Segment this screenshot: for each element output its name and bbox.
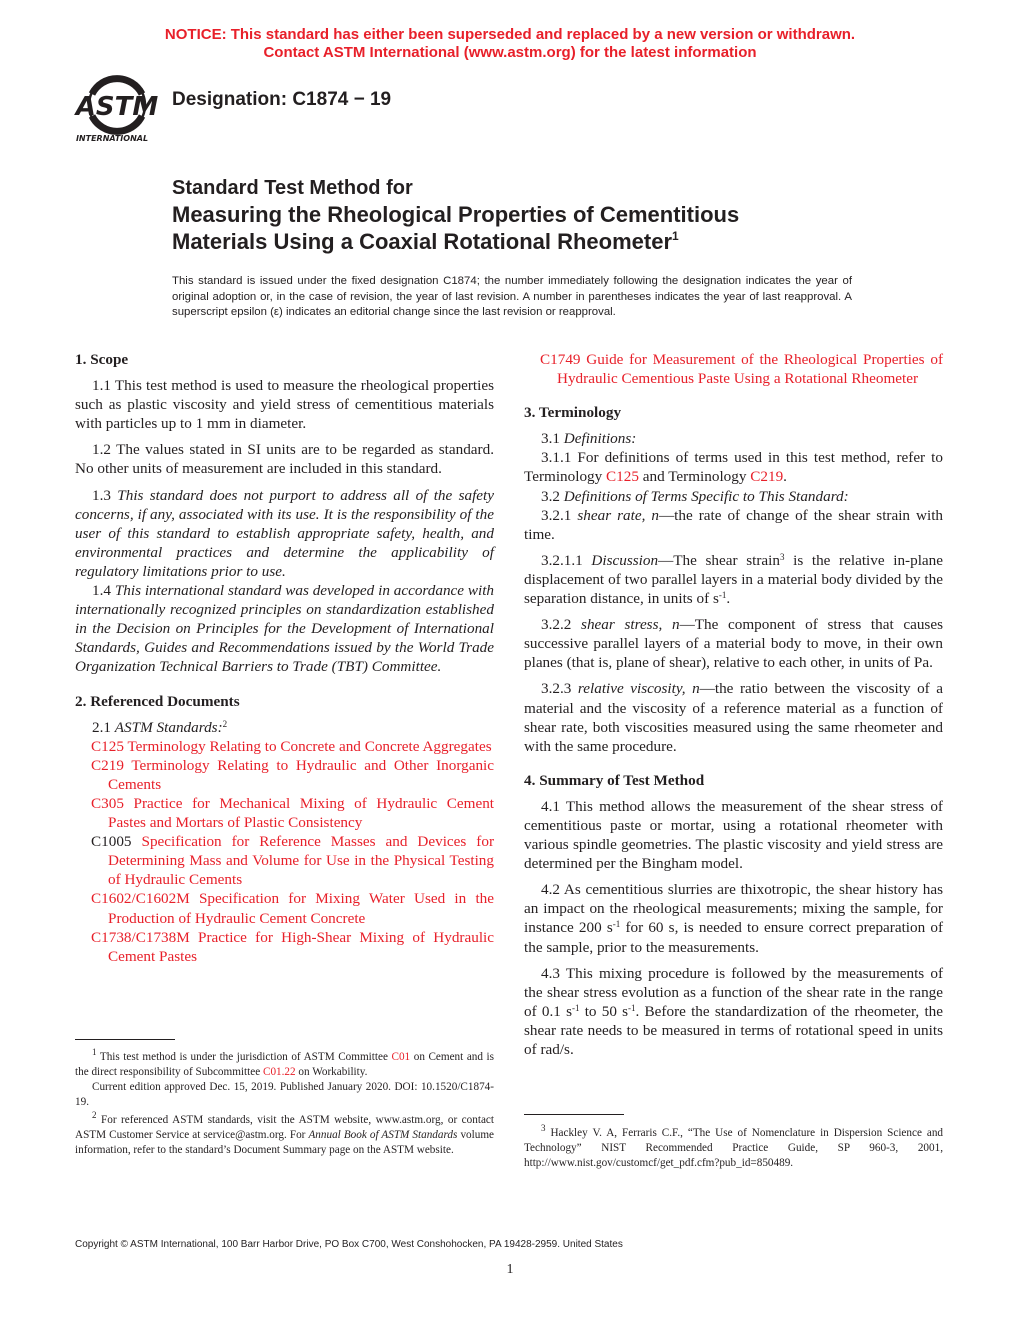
astm-logo-icon <box>74 74 164 146</box>
footnote-1-text-c: on Workability. <box>298 1066 368 1078</box>
astm-logo <box>74 74 164 146</box>
logo-letters: ASTM <box>75 92 159 122</box>
footnotes-right <box>524 1123 944 1171</box>
ref-code-c1005: C1005 <box>91 833 132 851</box>
para-3-1-label: Definitions: <box>563 430 637 448</box>
para-1-1: 1.1 This test method is used to measure the rheological properties such as plastic viscosity and yield stress of cementitious materials with particles up to 1 mm in diameter. <box>75 377 494 433</box>
notice-line-1: NOTICE: This standard has either been superseded and replaced by a new version or withdrawn. <box>164 26 856 43</box>
para-3-1-num: 3.1 <box>541 430 560 448</box>
ref-title[interactable]: Practice for High-Shear Mixing of Hydraulic Cement Pastes <box>108 928 495 965</box>
term-relative-viscosity: relative viscosity, n <box>577 680 700 698</box>
footnote-3-text: Hackley V. A, Ferraris C.F., “The Use of Nomenclature in Dispersion Science and Technology” NIST Recommended Practice Guide, SP 960-3, 2001, http://www.nist.gov/customcf/get_pdf.cfm?pub_id=850489. <box>524 1127 944 1169</box>
ref-link-c1738[interactable]: C1738/C1738M <box>91 928 190 946</box>
para-3-2-2-text: —The component of stress that causes successive parallel layers of a material body to move, in their own planes (that is, plane of shear), relative to each other, in units of Pa. <box>524 616 943 672</box>
ref-title[interactable]: Guide for Measurement of the Rheological Properties of Hydraulic Cementious Paste Using a Rotational Rheometer <box>557 351 944 388</box>
exponent: -1 <box>628 1002 636 1013</box>
ref-link-c1749[interactable]: C1749 <box>540 351 581 368</box>
withdrawal-notice <box>0 26 1020 62</box>
title-line-3 <box>172 228 912 255</box>
ref-title[interactable]: Terminology Relating to Concrete and Concrete Aggregates <box>127 737 492 755</box>
title-line-3-text: Materials Using a Coaxial Rotational Rheometer <box>172 229 673 254</box>
footnote-mark-3[interactable]: 3 <box>779 551 785 562</box>
term-shear-rate: shear rate, n <box>577 506 659 524</box>
para-3-1-1-text: 3.1.1 For definitions of terms used in this test method, refer to Terminology <box>524 449 943 486</box>
para-3-2-3 <box>524 679 943 755</box>
ref-item <box>75 889 494 927</box>
exponent: -1 <box>612 919 621 930</box>
para-1-3-text: This standard does not purport to address all of the safety concerns, if any, associated with its use. It is the responsibility of the user of this standard to establish appropriate safety, health, and environmental practices and determine the applicability of regulatory limitations prior to use. <box>75 486 494 580</box>
logo-subtitle: INTERNATIONAL <box>75 134 149 143</box>
designation: Designation: C1874 − 19 <box>172 89 392 110</box>
section-heading-scope: 1. Scope <box>75 351 129 368</box>
para-4-1: 4.1 This method allows the measurement of the shear stress of cementitious paste or mortar, using a rotational rheometer with various spindle geometries. The plastic viscosity and yield stress are determined per the Bingham model. <box>524 797 943 873</box>
para-3-2-1 <box>524 506 943 544</box>
ref-item <box>524 350 943 388</box>
footnote-1-text-a: This test method is under the jurisdiction of ASTM Committee <box>99 1051 388 1063</box>
para-3-1-1 <box>524 448 943 486</box>
section-heading-terminology: 3. Terminology <box>524 404 622 422</box>
term-shear-stress: shear stress, n <box>581 616 680 634</box>
section-heading-referenced-documents: 2. Referenced Documents <box>75 692 240 710</box>
para-4-2 <box>524 880 943 956</box>
footnote-rule-right <box>524 1114 624 1115</box>
para-4-3-text-b: to 50 s <box>584 1002 629 1020</box>
ref-title[interactable]: Terminology Relating to Hydraulic and Other Inorganic Cements <box>108 756 494 793</box>
footnote-rule-left <box>75 1039 175 1040</box>
title-line-1: Standard Test Method for <box>172 177 413 199</box>
para-3-2-1-1-num: 3.2.1.1 <box>541 551 583 569</box>
footnote-2-text-b: volume information, refer to the standard’s Document Summary page on the ASTM website. <box>75 1129 494 1156</box>
footnote-2 <box>75 1110 494 1158</box>
right-column <box>524 350 943 1059</box>
ref-item <box>75 756 494 794</box>
ref-item <box>75 928 494 966</box>
footnote-1-text-b: on Cement and is the direct responsibility of Subcommittee <box>75 1051 494 1078</box>
footnote-1-edition: Current edition approved Dec. 15, 2019. Published January 2020. DOI: 10.1520/C1874-19. <box>75 1081 494 1108</box>
para-4-2-text-b: for 60 s, is needed to ensure correct preparation of the sample, prior to the measurements. <box>524 919 944 956</box>
footnote-3-mark: 3 <box>541 1123 546 1133</box>
para-4-2-text-a: 4.2 As cementitious slurries are thixotropic, the shear history has an impact on the rheological measurements; mixing the sample, for instance 200 s <box>524 881 943 937</box>
ref-title[interactable]: Specification for Mixing Water Used in the Production of Hydraulic Cement Concrete <box>108 890 494 927</box>
para-3-2-num: 3.2 <box>541 487 560 505</box>
committee-link[interactable]: C01 <box>391 1051 411 1063</box>
para-4-3 <box>524 964 943 1059</box>
ref-item <box>75 832 494 889</box>
footnotes-left <box>75 1047 494 1158</box>
para-1-4-text: This international standard was developed in accordance with internationally recognized principles on standardization established in the Decision on Principles for the Development of International Standards, Guides and Recommendations issued by the World Trade Organization Technical Barriers to Trade (TBT) Committee. <box>75 582 495 676</box>
para-3-2-2-num: 3.2.2 <box>541 616 572 634</box>
footnote-2-text-a: For referenced ASTM standards, visit the ASTM website, www.astm.org, or contact ASTM Customer Service at service@astm.org. For <box>75 1114 494 1141</box>
terminology-link-c125[interactable]: C125 <box>606 468 639 486</box>
footnote-2-mark: 2 <box>92 1110 97 1120</box>
para-3-2-1-1-end: . <box>726 590 731 608</box>
footnote-1-mark: 1 <box>92 1047 97 1057</box>
para-1-4 <box>75 581 494 676</box>
para-3-2-1-num: 3.2.1 <box>541 506 572 524</box>
para-3-2-1-text: —the rate of change of the shear strain with time. <box>524 506 944 543</box>
left-column <box>75 350 494 966</box>
para-3-2-1-1-text-b: is the relative in-plane displacement of two parallel layers in a material body divided by the separation distance, in units of s <box>524 551 943 608</box>
copyright-notice: Copyright © ASTM International, 100 Barr Harbor Drive, PO Box C700, West Conshohocken, PA 19428-2959. United States <box>75 1239 623 1250</box>
para-1-3 <box>75 486 494 581</box>
para-3-2-1-1-text-a: —The shear strain <box>658 551 780 569</box>
para-3-2 <box>524 487 943 506</box>
ref-item <box>75 737 494 756</box>
para-3-2-3-num: 3.2.3 <box>541 680 572 698</box>
ref-link-c1602[interactable]: C1602/C1602M <box>91 890 190 908</box>
para-3-1 <box>524 429 943 448</box>
para-4-3-text-c: . Before the standardization of the rheometer, the shear rate needs to be measured in terms of rotational speed in units of rad/s. <box>524 1002 943 1058</box>
title-footnote-mark[interactable]: 1 <box>672 229 679 243</box>
footnote-mark-2[interactable]: 2 <box>222 718 228 729</box>
exponent: -1 <box>718 590 727 601</box>
terminology-link-c219[interactable]: C219 <box>750 468 784 486</box>
ref-title[interactable]: Specification for Reference Masses and Devices for Determining Mass and Volume for Use in the Physical Testing of Hydraulic Cements <box>108 833 495 889</box>
footnote-1 <box>75 1047 494 1080</box>
subcommittee-link[interactable]: C01.22 <box>262 1066 296 1078</box>
ref-title[interactable]: Practice for Mechanical Mixing of Hydraulic Cement Pastes and Mortars of Plastic Consistency <box>108 794 495 832</box>
ref-link-c305[interactable]: C305 <box>91 794 124 812</box>
ref-link-c219[interactable]: C219 <box>91 756 124 774</box>
para-3-1-1-end: . <box>783 468 787 486</box>
para-3-2-1-1 <box>524 551 943 608</box>
section-heading-summary: 4. Summary of Test Method <box>524 771 705 789</box>
para-2-1 <box>75 718 494 737</box>
exponent: -1 <box>571 1002 580 1013</box>
para-1-4-num: 1.4 <box>92 582 111 600</box>
term-discussion: Discussion <box>591 551 659 569</box>
page-number: 1 <box>506 1262 514 1277</box>
para-3-2-3-text: —the ratio between the viscosity of a material and the viscosity of a reference material as a function of shear rate, both viscosities measured using the same rheometer and with the same procedure. <box>524 680 944 755</box>
footnote-3 <box>524 1123 944 1171</box>
para-2-1-label: ASTM Standards: <box>114 718 223 736</box>
para-3-2-2 <box>524 615 943 672</box>
para-4-3-text-a: 4.3 This mixing procedure is followed by the measurements of the shear stress evolution as a function of the shear rate in the range of 0.1 s <box>524 964 943 1020</box>
notice-line-2: Contact ASTM International (www.astm.org) for the latest information <box>263 44 757 61</box>
para-3-1-1-mid: and Terminology <box>642 468 747 486</box>
para-2-1-num: 2.1 <box>92 718 111 736</box>
footnote-2-italic: Annual Book of ASTM Standards <box>308 1129 458 1141</box>
issuance-statement: This standard is issued under the fixed designation C1874; the number immediately following the designation indicates the year of original adoption or, in the case of revision, the year of last revision. A number in parentheses indicates the year of last reapproval. A superscript epsilon (ε) indicates an editorial change since the last revision or reapproval. <box>172 275 852 318</box>
ref-link-c125[interactable]: C125 <box>91 737 124 755</box>
title-line-2: Measuring the Rheological Properties of Cementitious <box>172 202 740 227</box>
ref-item <box>75 794 494 832</box>
document-title <box>172 175 912 255</box>
para-1-2: 1.2 The values stated in SI units are to be regarded as standard. No other units of measurement are included in this standard. <box>75 441 494 478</box>
para-3-2-label: Definitions of Terms Specific to This Standard: <box>563 487 849 505</box>
para-1-3-num: 1.3 <box>92 486 111 504</box>
